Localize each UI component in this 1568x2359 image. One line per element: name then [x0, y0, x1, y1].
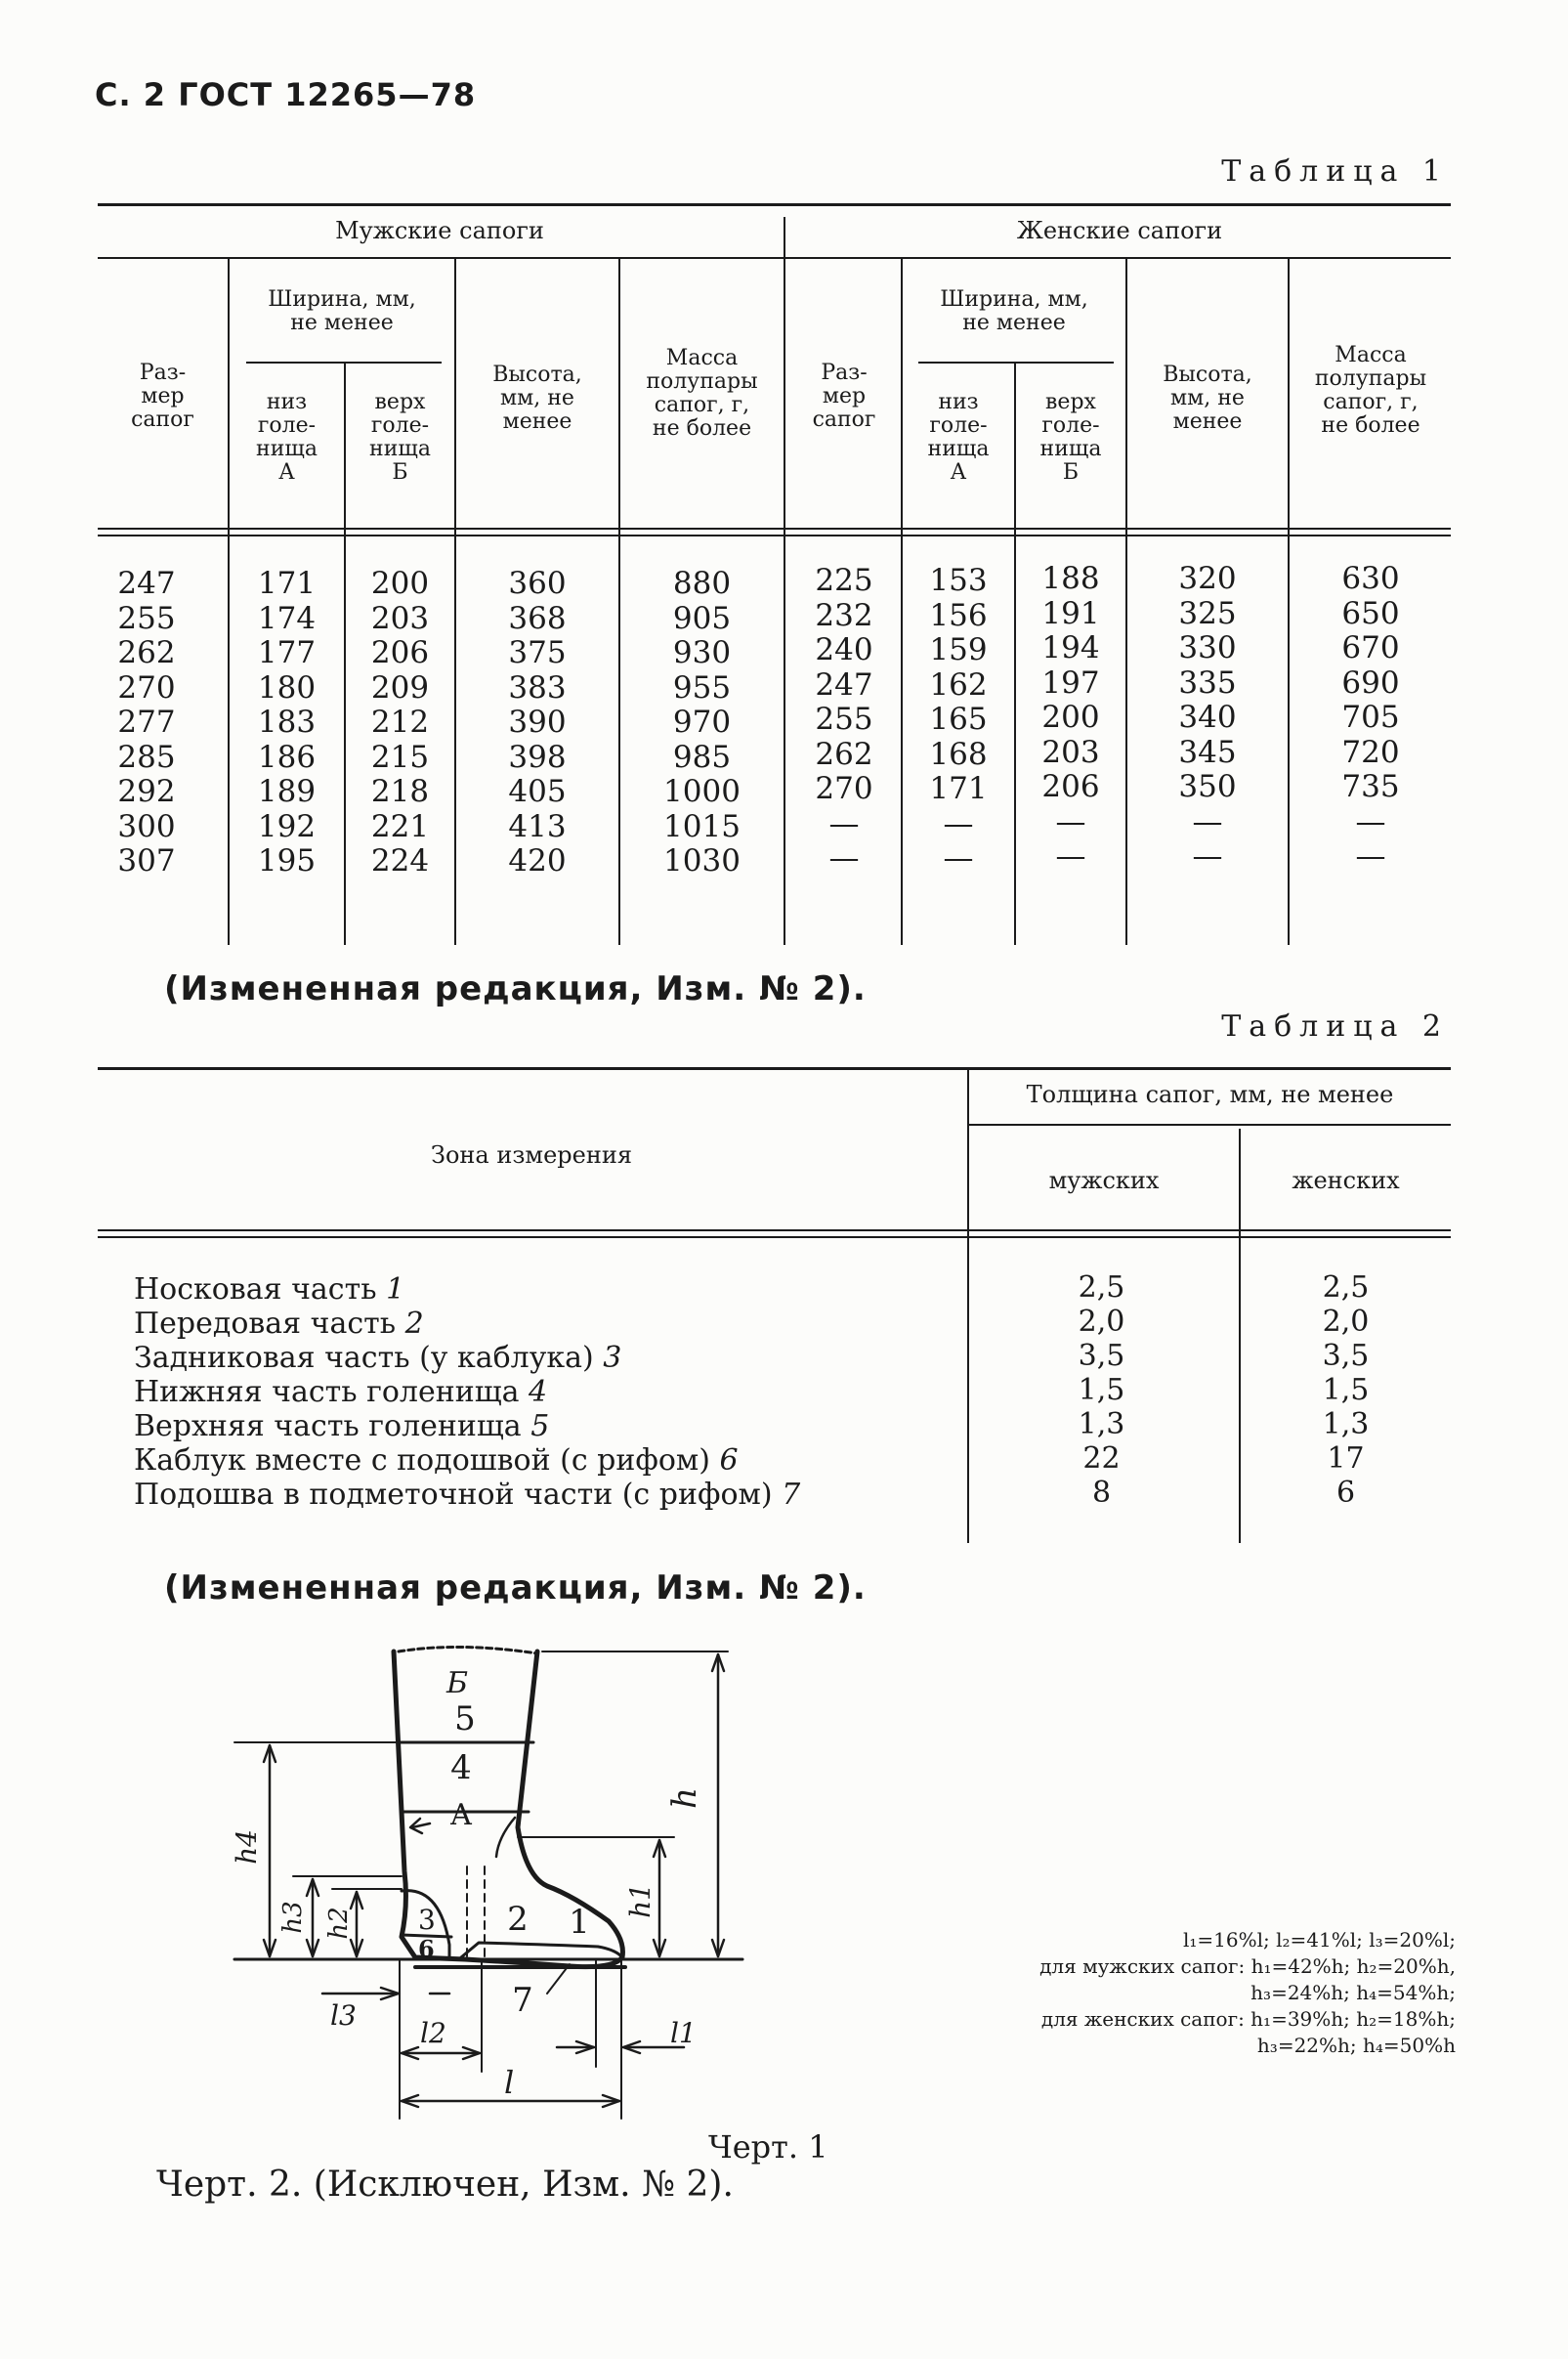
table-cell: 180: [257, 669, 317, 706]
table-cell: 186: [257, 739, 317, 775]
fig-label-l2: l2: [420, 2017, 446, 2049]
edit-note-1: (Измененная редакция, Изм. № 2).: [164, 969, 867, 1008]
fig-label-l1: l1: [670, 2017, 697, 2049]
table-cell: 2,0: [1322, 1305, 1370, 1339]
table-cell: 221: [370, 808, 430, 844]
table-cell: 224: [370, 843, 430, 879]
table-cell: 225: [815, 563, 873, 598]
zone-number: 3: [603, 1341, 622, 1375]
table-cell: 1015: [663, 808, 741, 844]
table1-group-women: Женские сапоги: [1016, 217, 1223, 244]
formula-line: h₃=24%h; h₄=54%h;: [1250, 1981, 1456, 2004]
zone-number: 4: [529, 1375, 548, 1409]
fig-label-3: 3: [418, 1904, 436, 1936]
zone-number: 1: [386, 1272, 405, 1307]
table-cell: 720: [1341, 734, 1400, 770]
table-cell: 232: [815, 597, 873, 633]
t1-women-col-size: [787, 564, 901, 877]
table-cell: —: [1192, 838, 1223, 874]
table-cell: 1030: [663, 843, 741, 879]
table-cell: 247: [815, 666, 873, 703]
table-cell: —: [1055, 838, 1086, 874]
t2-women-col: [1280, 1270, 1412, 1510]
table-cell: 215: [370, 739, 430, 775]
t2-h-women: женских: [1292, 1167, 1400, 1194]
table-cell: 307: [117, 843, 176, 879]
t1-men-h-size: Раз- мер сапог: [131, 361, 194, 432]
table-row: [134, 1443, 800, 1478]
t1-women-col-b: [1016, 562, 1125, 875]
table-cell: —: [1055, 803, 1086, 839]
table-cell: 2,0: [1078, 1305, 1125, 1339]
table-cell: 203: [1041, 734, 1100, 770]
table-cell: 195: [257, 843, 317, 879]
table1-top-rule: [98, 203, 1451, 206]
t1-men-h-height: Высота, мм, не менее: [492, 363, 582, 434]
t1-women-h-size: Раз- мер сапог: [812, 361, 876, 432]
table-cell: 1,3: [1078, 1407, 1125, 1441]
table-cell: 209: [370, 669, 430, 706]
table2-top-rule: [98, 1067, 1451, 1070]
table-cell: 360: [508, 566, 567, 601]
table-cell: 985: [672, 739, 732, 775]
table-cell: 3,5: [1078, 1339, 1125, 1373]
table-cell: 300: [117, 808, 176, 844]
table-cell: 398: [508, 739, 567, 775]
table-cell: 197: [1041, 665, 1100, 701]
table-cell: 162: [929, 666, 988, 703]
fig-label-2: 2: [507, 1900, 529, 1939]
zone-label: Задниковая часть (у каблука): [134, 1341, 594, 1375]
t1-header-rule: [98, 528, 1451, 530]
zone-number: 5: [530, 1409, 550, 1443]
fig-label-1: 1: [569, 1903, 590, 1942]
t2-h-men: мужских: [1048, 1167, 1160, 1194]
table-cell: 670: [1341, 630, 1400, 665]
table-cell: 194: [1041, 630, 1100, 665]
table-cell: 3,5: [1322, 1339, 1370, 1373]
t1-women-h-height: Высота, мм, не менее: [1163, 363, 1252, 434]
t2-header-rule: [98, 1236, 1451, 1238]
boot-drawing: [215, 1622, 762, 2130]
table-cell: 218: [370, 774, 430, 809]
table-cell: 156: [929, 597, 988, 633]
table-cell: 191: [1041, 595, 1100, 631]
t1-men-h-width: Ширина, мм, не менее: [268, 287, 416, 335]
t1-women-h-width: Ширина, мм, не менее: [940, 287, 1088, 335]
table-cell: 735: [1341, 769, 1400, 804]
fig-label-l: l: [504, 2064, 515, 2101]
formula-line: h₃=22%h; h₄=50%h: [1256, 2034, 1456, 2057]
table-cell: 22: [1082, 1441, 1121, 1476]
page-header: С. 2 ГОСТ 12265—78: [95, 76, 477, 113]
table-cell: 413: [508, 808, 567, 844]
t2-zone-column: [134, 1272, 800, 1512]
table-cell: 8: [1091, 1476, 1112, 1510]
table-cell: 206: [370, 635, 430, 670]
table-cell: 17: [1327, 1441, 1365, 1476]
table-cell: 340: [1178, 700, 1237, 735]
t1-women-h-b: верх голе- нища Б: [1039, 390, 1102, 485]
table-cell: 705: [1341, 700, 1400, 735]
table-cell: 188: [1041, 561, 1100, 596]
figure-formulas: [1039, 1927, 1456, 2059]
table-row: [134, 1409, 800, 1443]
table-cell: —: [1355, 803, 1386, 839]
zone-label: Каблук вместе с подошвой (с рифом): [134, 1443, 710, 1478]
fig-label-7: 7: [512, 1981, 533, 2020]
table-row: [134, 1341, 800, 1375]
fig-label-l3: l3: [330, 1999, 357, 2032]
zone-number: 2: [404, 1307, 424, 1341]
t1-women-col-mass: [1290, 562, 1452, 875]
t1-men-h-mass: Масса полупары сапог, г, не более: [646, 346, 758, 441]
t1-women-col-height: [1127, 562, 1288, 875]
table-cell: 335: [1178, 665, 1237, 701]
table-cell: 212: [370, 705, 430, 740]
table-cell: 330: [1178, 630, 1237, 665]
fig-label-h2: h2: [324, 1907, 354, 1940]
t2-h-thickness: Толщина сапог, мм, не менее: [1026, 1081, 1394, 1108]
zone-number: 6: [719, 1443, 739, 1478]
table-cell: 247: [117, 566, 176, 601]
table-cell: 1,5: [1322, 1373, 1370, 1407]
table-cell: 285: [117, 739, 176, 775]
table-cell: —: [943, 840, 974, 876]
excluded-note: [156, 2165, 734, 2205]
table-cell: 2,5: [1322, 1270, 1370, 1305]
table-row: [134, 1272, 800, 1307]
table-row: [134, 1478, 800, 1512]
table1-group-men: Мужские сапоги: [335, 217, 544, 244]
table-cell: 345: [1178, 734, 1237, 770]
table-cell: 325: [1178, 595, 1237, 631]
table-cell: —: [1192, 803, 1223, 839]
fig-label-h4: h4: [231, 1829, 263, 1865]
table-cell: 383: [508, 669, 567, 706]
table-cell: 970: [672, 705, 732, 740]
table-cell: —: [828, 840, 860, 876]
table-cell: 240: [815, 632, 873, 667]
fig-label-6: 6: [418, 1935, 435, 1963]
t1-men-h-a: низ голе- нища А: [256, 390, 318, 485]
table1-caption: Таблица 1: [1221, 154, 1449, 189]
table-cell: 292: [117, 774, 176, 809]
fig-label-b: Б: [445, 1666, 469, 1700]
table-cell: 255: [117, 600, 176, 636]
zone-label: Подошва в подметочной части (с рифом): [134, 1478, 773, 1512]
t1-men-h-b: верх голе- нища Б: [369, 390, 431, 485]
table-cell: —: [943, 805, 974, 841]
table-cell: 930: [672, 635, 732, 670]
table-cell: 183: [257, 705, 317, 740]
table-cell: —: [828, 805, 860, 841]
t1-women-h-mass: Масса полупары сапог, г, не более: [1314, 343, 1427, 438]
table-cell: 905: [672, 600, 732, 636]
table-cell: 159: [929, 632, 988, 667]
fig-label-h3: h3: [278, 1901, 308, 1934]
zone-label: Верхняя часть голенища: [134, 1409, 522, 1443]
table1-center-divider: [784, 217, 785, 945]
table1-group-rule: [98, 257, 1451, 259]
table-cell: 206: [1041, 769, 1100, 804]
fig-label-h1: h1: [624, 1883, 657, 1918]
zone-label: Нижняя часть голенища: [134, 1375, 520, 1409]
table-row: [134, 1375, 800, 1409]
t2-men-col: [1036, 1270, 1167, 1510]
fig-label-5: 5: [454, 1699, 476, 1738]
t1-men-col-a: [230, 567, 344, 879]
table-cell: 375: [508, 635, 567, 670]
table-cell: 171: [929, 771, 988, 806]
table-cell: 420: [508, 843, 567, 879]
formula-line: для женских сапог: h₁=39%h; h₂=18%h;: [1040, 2007, 1456, 2031]
table-row: [134, 1307, 800, 1341]
table-cell: 262: [117, 635, 176, 670]
table-cell: 690: [1341, 665, 1400, 701]
table-cell: 165: [929, 702, 988, 737]
zone-label: Носковая часть: [134, 1272, 377, 1307]
edit-note-2: (Измененная редакция, Изм. № 2).: [164, 1568, 867, 1608]
table-cell: 277: [117, 705, 176, 740]
formula-line: для мужских сапог: h₁=42%h; h₂=20%h,: [1039, 1954, 1456, 1978]
table-cell: 1,5: [1078, 1373, 1125, 1407]
fig-label-h: h: [665, 1787, 704, 1809]
instep-curve: [496, 1818, 515, 1857]
table-cell: 203: [370, 600, 430, 636]
figure-caption: Черт. 1: [708, 2128, 828, 2166]
table-cell: 880: [672, 566, 732, 601]
table-cell: 320: [1178, 561, 1237, 596]
table-cell: 192: [257, 808, 317, 844]
t1-width-subrule: [918, 362, 1114, 364]
t1-men-col-height: [456, 567, 618, 879]
t1-width-subrule: [246, 362, 442, 364]
table-cell: 262: [815, 736, 873, 772]
table-cell: 189: [257, 774, 317, 809]
t1-women-h-a: низ голе- нища А: [927, 390, 990, 485]
zone-label: Передовая часть: [134, 1307, 397, 1341]
t1-women-col-a: [903, 564, 1014, 877]
t2-sub-rule: [969, 1124, 1451, 1126]
t2-divider: [967, 1069, 969, 1543]
t1-men-col-size: [98, 567, 195, 879]
t1-men-col-mass: [620, 567, 784, 879]
table-cell: 2,5: [1078, 1270, 1125, 1305]
table-cell: 168: [929, 736, 988, 772]
fig-label-4: 4: [450, 1748, 472, 1787]
table-cell: 200: [370, 566, 430, 601]
table-cell: 174: [257, 600, 317, 636]
table-cell: 390: [508, 705, 567, 740]
table-cell: 171: [257, 566, 317, 601]
boot-top-edge: [399, 1647, 537, 1653]
t2-h-zone: Зона измерения: [431, 1141, 632, 1169]
t2-header-rule: [98, 1229, 1451, 1231]
table-cell: 153: [929, 563, 988, 598]
formula-line: l₁=16%l; l₂=41%l; l₃=20%l;: [1183, 1928, 1456, 1952]
table-cell: 270: [815, 771, 873, 806]
zone-number: 7: [782, 1478, 801, 1512]
table-cell: 350: [1178, 769, 1237, 804]
table-cell: 630: [1341, 561, 1400, 596]
table-cell: 270: [117, 669, 176, 706]
excluded-note-text: Черт. 2. (Исключен, Изм. № 2).: [156, 2165, 734, 2205]
table-cell: 177: [257, 635, 317, 670]
table-cell: 1000: [663, 774, 741, 809]
fig-label-a: А: [449, 1798, 473, 1832]
table-cell: 955: [672, 669, 732, 706]
t1-header-rule: [98, 535, 1451, 536]
table-cell: —: [1355, 838, 1386, 874]
table-cell: 650: [1341, 595, 1400, 631]
table-cell: 1,3: [1322, 1407, 1370, 1441]
table2-caption: Таблица 2: [1221, 1009, 1449, 1044]
table-cell: 405: [508, 774, 567, 809]
table-cell: 6: [1335, 1476, 1356, 1510]
table-cell: 200: [1041, 700, 1100, 735]
t1-men-col-b: [346, 567, 454, 879]
table-cell: 368: [508, 600, 567, 636]
table-cell: 255: [815, 702, 873, 737]
